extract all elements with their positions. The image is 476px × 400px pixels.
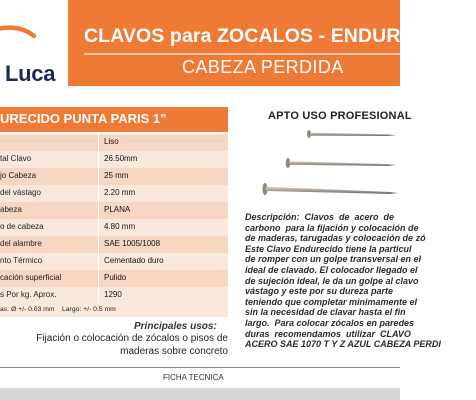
logo-swoosh-icon — [0, 26, 36, 46]
spec-label: s Por kg. Aprox. — [0, 290, 57, 299]
spec-row — [0, 253, 228, 270]
spec-value: PLANA — [104, 205, 131, 214]
uses-heading: Principales usos: — [134, 321, 217, 332]
footer-divider — [0, 367, 400, 368]
spec-value: 25 mm — [104, 171, 129, 180]
spec-value: 26.50mm — [104, 154, 138, 163]
spec-value: 4.80 mm — [104, 222, 136, 231]
spec-value: Cementado duro — [104, 256, 164, 265]
spec-row — [0, 202, 228, 219]
uses-text: Fijación o colocación de zócalos o pisos de maderas sobre concreto — [36, 333, 228, 357]
product-title: URECIDO PUNTA PARIS 1" — [0, 111, 167, 126]
header-divider — [84, 53, 400, 55]
nail-medium-icon — [286, 158, 397, 168]
spec-label: nto Térmico — [0, 256, 43, 265]
spec-label: del alambre — [0, 239, 42, 248]
spec-table — [0, 134, 228, 304]
spec-label: cación superficial — [0, 273, 62, 282]
spec-label: tal Clavo — [0, 154, 32, 163]
page-subtitle: CABEZA PERDIDA — [182, 57, 344, 77]
spec-label: o de cabeza — [0, 222, 44, 231]
spec-value: SAE 1005/1008 — [104, 239, 161, 248]
spec-label: jo Cabeza — [0, 171, 37, 180]
spec-row — [0, 270, 228, 287]
spec-label: del vástago — [0, 188, 41, 197]
brand-name: Luca — [5, 61, 56, 86]
spec-value: 1290 — [104, 290, 122, 299]
professional-use-label: APTO USO PROFESIONAL — [268, 110, 412, 122]
page-title: CLAVOS para ZOCALOS - ENDURECIDOS — [84, 25, 476, 47]
spec-row — [0, 185, 228, 202]
spec-row — [0, 219, 228, 236]
spec-row — [0, 236, 228, 253]
tolerance-length: Largo: +/- 0.5 mm — [62, 306, 116, 313]
spec-row — [0, 151, 228, 168]
product-description: Descripción: Clavos de acero de carbono para la fijación y colocación de de maderas, tarugadas y colocación de zó Este Clavo Endurecido tiene la particul de romper con un golpe transversal en el ideal de clavado. El colocador llegado el de sujeción ideal, le da un golpe al clavo vástago y este por su dureza parte teniendo que completar minimamente el sin la necesidad de clavar hasta el fin largo. Para colocar zócalos en paredes duras recomendamos utilizar CLAVO ACERO SAE 1070 T Y Z AZUL CABEZA PERDI — [245, 212, 441, 350]
nail-small-icon — [307, 130, 396, 138]
spec-value: Pulido — [104, 273, 127, 282]
spec-row — [0, 168, 228, 185]
spec-value: Liso — [104, 137, 119, 146]
nail-large-icon — [263, 183, 399, 195]
spec-value: 2.20 mm — [104, 188, 136, 197]
footer-bar — [0, 388, 400, 400]
nails-image — [260, 125, 400, 205]
logo — [0, 0, 68, 86]
spec-row — [0, 134, 228, 151]
footer-label: FICHA TECNICA — [163, 373, 224, 382]
tolerance-diameter: as: Ø +/- 0.03 mm — [0, 306, 55, 313]
spec-label: abeza — [0, 205, 22, 214]
